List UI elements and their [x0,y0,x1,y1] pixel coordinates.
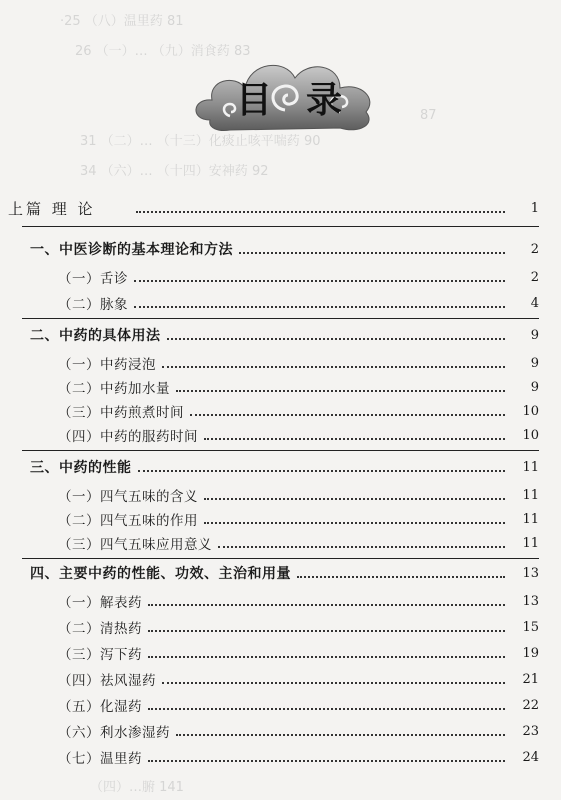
leader-dots [134,280,505,282]
page-number: 13 [522,593,539,609]
bleed-through-text: 31 （二）… （十三）化痰止咳平喘药 90 [80,134,321,149]
item-label: （四）中药的服药时间 [58,429,198,445]
leader-dots [204,438,505,440]
chapter-label: 三、中药的性能 [30,460,132,476]
bleed-through-text: 87 [420,108,437,123]
item-label: （一）四气五味的含义 [58,489,198,505]
page-number: 10 [522,427,539,443]
leader-dots [176,390,505,392]
part-label: 上篇 理 论 [8,199,96,218]
leader-dots [136,211,505,213]
leader-dots [162,366,505,368]
toc-item-entry[interactable] [0,530,561,556]
chapter-label: 一、中医诊断的基本理论和方法 [30,242,233,258]
cloud-ornament-icon [190,50,380,135]
page-number: 11 [522,535,539,551]
toc-chapter-entry[interactable] [0,560,561,586]
leader-dots [176,734,505,736]
leader-dots [148,604,505,606]
item-label: （二）清热药 [58,621,142,637]
toc-item-entry[interactable] [0,744,561,770]
item-label: （二）中药加水量 [58,381,170,397]
divider [22,450,539,451]
toc-item-entry[interactable] [0,290,561,316]
item-label: （三）四气五味应用意义 [58,537,212,553]
toc-chapter-entry[interactable] [0,322,561,348]
page-number: 24 [522,749,539,765]
toc-item-entry[interactable] [0,588,561,614]
bleed-through-text: （四）…腑 141 [90,780,184,795]
divider [22,226,539,227]
toc-title-char-2: 录 [306,79,343,121]
toc-item-entry[interactable] [0,666,561,692]
toc-item-entry[interactable] [0,614,561,640]
item-label: （七）温里药 [58,751,142,767]
toc-part-entry[interactable] [0,195,561,221]
toc-item-entry[interactable] [0,692,561,718]
toc-title-char-1: 目 [236,79,273,121]
toc-chapter-entry[interactable] [0,236,561,262]
item-label: （三）中药煎煮时间 [58,405,184,421]
item-label: （五）化湿药 [58,699,142,715]
item-label: （四）祛风湿药 [58,673,156,689]
leader-dots [148,760,505,762]
toc-item-entry[interactable] [0,398,561,424]
toc-item-entry[interactable] [0,264,561,290]
page-number: 22 [522,697,539,713]
page-number: 21 [522,671,539,687]
bleed-through-text: 34 （六）… （十四）安神药 92 [80,164,269,179]
item-label: （一）舌诊 [58,271,128,287]
item-label: （二）四气五味的作用 [58,513,198,529]
divider [22,318,539,319]
leader-dots [204,498,505,500]
leader-dots [190,414,505,416]
page-number: 4 [530,295,539,311]
page-number: 15 [522,619,539,635]
page-number: 2 [530,269,539,285]
bleed-through-text: ·25 （八）温里药 81 [60,14,184,29]
leader-dots [218,546,505,548]
toc-chapter-entry[interactable] [0,454,561,480]
item-label: （二）脉象 [58,297,128,313]
toc-header [0,50,561,140]
page-number: 23 [522,723,539,739]
leader-dots [138,470,506,472]
chapter-label: 二、中药的具体用法 [30,328,161,344]
toc-item-entry[interactable] [0,718,561,744]
page-number: 2 [530,241,539,257]
page-number: 19 [522,645,539,661]
toc-item-entry[interactable] [0,350,561,376]
page-number: 1 [530,200,539,216]
leader-dots [148,630,505,632]
toc-item-entry[interactable] [0,374,561,400]
toc-item-entry[interactable] [0,482,561,508]
leader-dots [167,338,506,340]
page-number: 11 [522,459,539,475]
leader-dots [134,306,505,308]
leader-dots [148,708,505,710]
item-label: （一）中药浸泡 [58,357,156,373]
leader-dots [204,522,505,524]
chapter-label: 四、主要中药的性能、功效、主治和用量 [30,566,291,582]
leader-dots [297,576,505,578]
item-label: （六）利水渗湿药 [58,725,170,741]
page-number: 11 [522,511,539,527]
page-number: 11 [522,487,539,503]
divider [22,558,539,559]
leader-dots [148,656,505,658]
item-label: （一）解表药 [58,595,142,611]
page-number: 10 [522,403,539,419]
leader-dots [239,252,505,254]
bleed-through-text: 26 （一）… （九）消食药 83 [75,44,251,59]
toc-item-entry[interactable] [0,422,561,448]
page-number: 9 [530,327,539,343]
page-number: 9 [530,379,539,395]
toc-item-entry[interactable] [0,640,561,666]
page-number: 13 [522,565,539,581]
toc-item-entry[interactable] [0,506,561,532]
item-label: （三）泻下药 [58,647,142,663]
leader-dots [162,682,505,684]
page-number: 9 [530,355,539,371]
